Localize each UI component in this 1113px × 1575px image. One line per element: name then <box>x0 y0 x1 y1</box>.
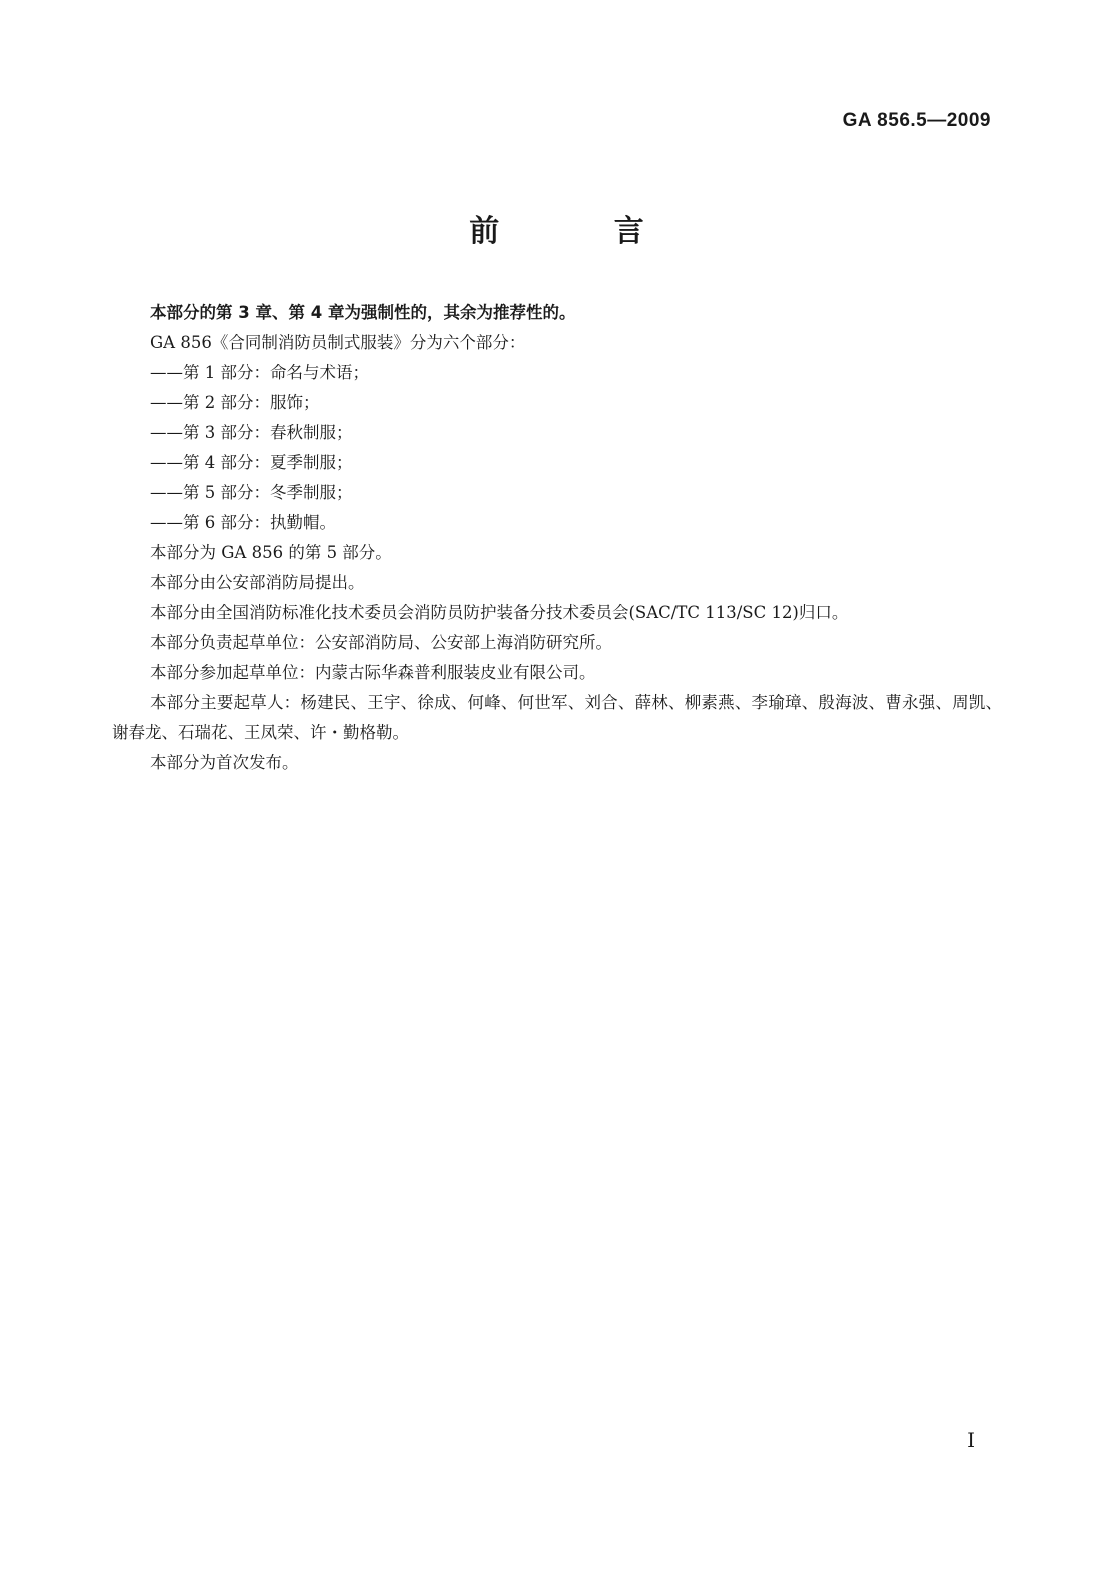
drafting-units: 本部分负责起草单位：公安部消防局、公安部上海消防研究所。 <box>150 633 612 652</box>
standard-parts-intro: GA 856《合同制消防员制式服装》分为六个部分： <box>150 333 526 352</box>
part-list-item: ——第 2 部分：服饰； <box>150 393 320 412</box>
part-list-item: ——第 5 部分：冬季制服； <box>150 483 353 502</box>
page-title: 前 言 <box>469 214 696 249</box>
proposer-statement: 本部分由公安部消防局提出。 <box>150 573 365 592</box>
participating-units: 本部分参加起草单位：内蒙古际华森普利服装皮业有限公司。 <box>150 663 596 682</box>
part-list-item: ——第 6 部分：执勤帽。 <box>150 513 336 532</box>
foreword-body <box>112 298 1002 778</box>
part-list-item: ——第 1 部分：命名与术语； <box>150 363 369 382</box>
first-release-statement: 本部分为首次发布。 <box>150 753 299 772</box>
committee-statement: 本部分由全国消防标准化技术委员会消防员防护装备分技术委员会(SAC/TC 113/SC 12)归口。 <box>150 603 849 622</box>
part-list-item: ——第 3 部分：春秋制服； <box>150 423 353 442</box>
main-drafters: 本部分主要起草人：杨建民、王宇、徐成、何峰、何世军、刘合、薛林、柳素燕、李瑜璋、殷海波、曹永强、周凯、谢春龙、石瑞花、王凤荣、许・勤格勒。 <box>112 693 1002 742</box>
page-number: I <box>967 1428 975 1452</box>
document-number: GA 856.5—2009 <box>842 110 991 131</box>
mandatory-statement: 本部分的第 3 章、第 4 章为强制性的，其余为推荐性的。 <box>150 303 576 322</box>
part-statement: 本部分为 GA 856 的第 5 部分。 <box>150 543 392 562</box>
part-list-item: ——第 4 部分：夏季制服； <box>150 453 353 472</box>
